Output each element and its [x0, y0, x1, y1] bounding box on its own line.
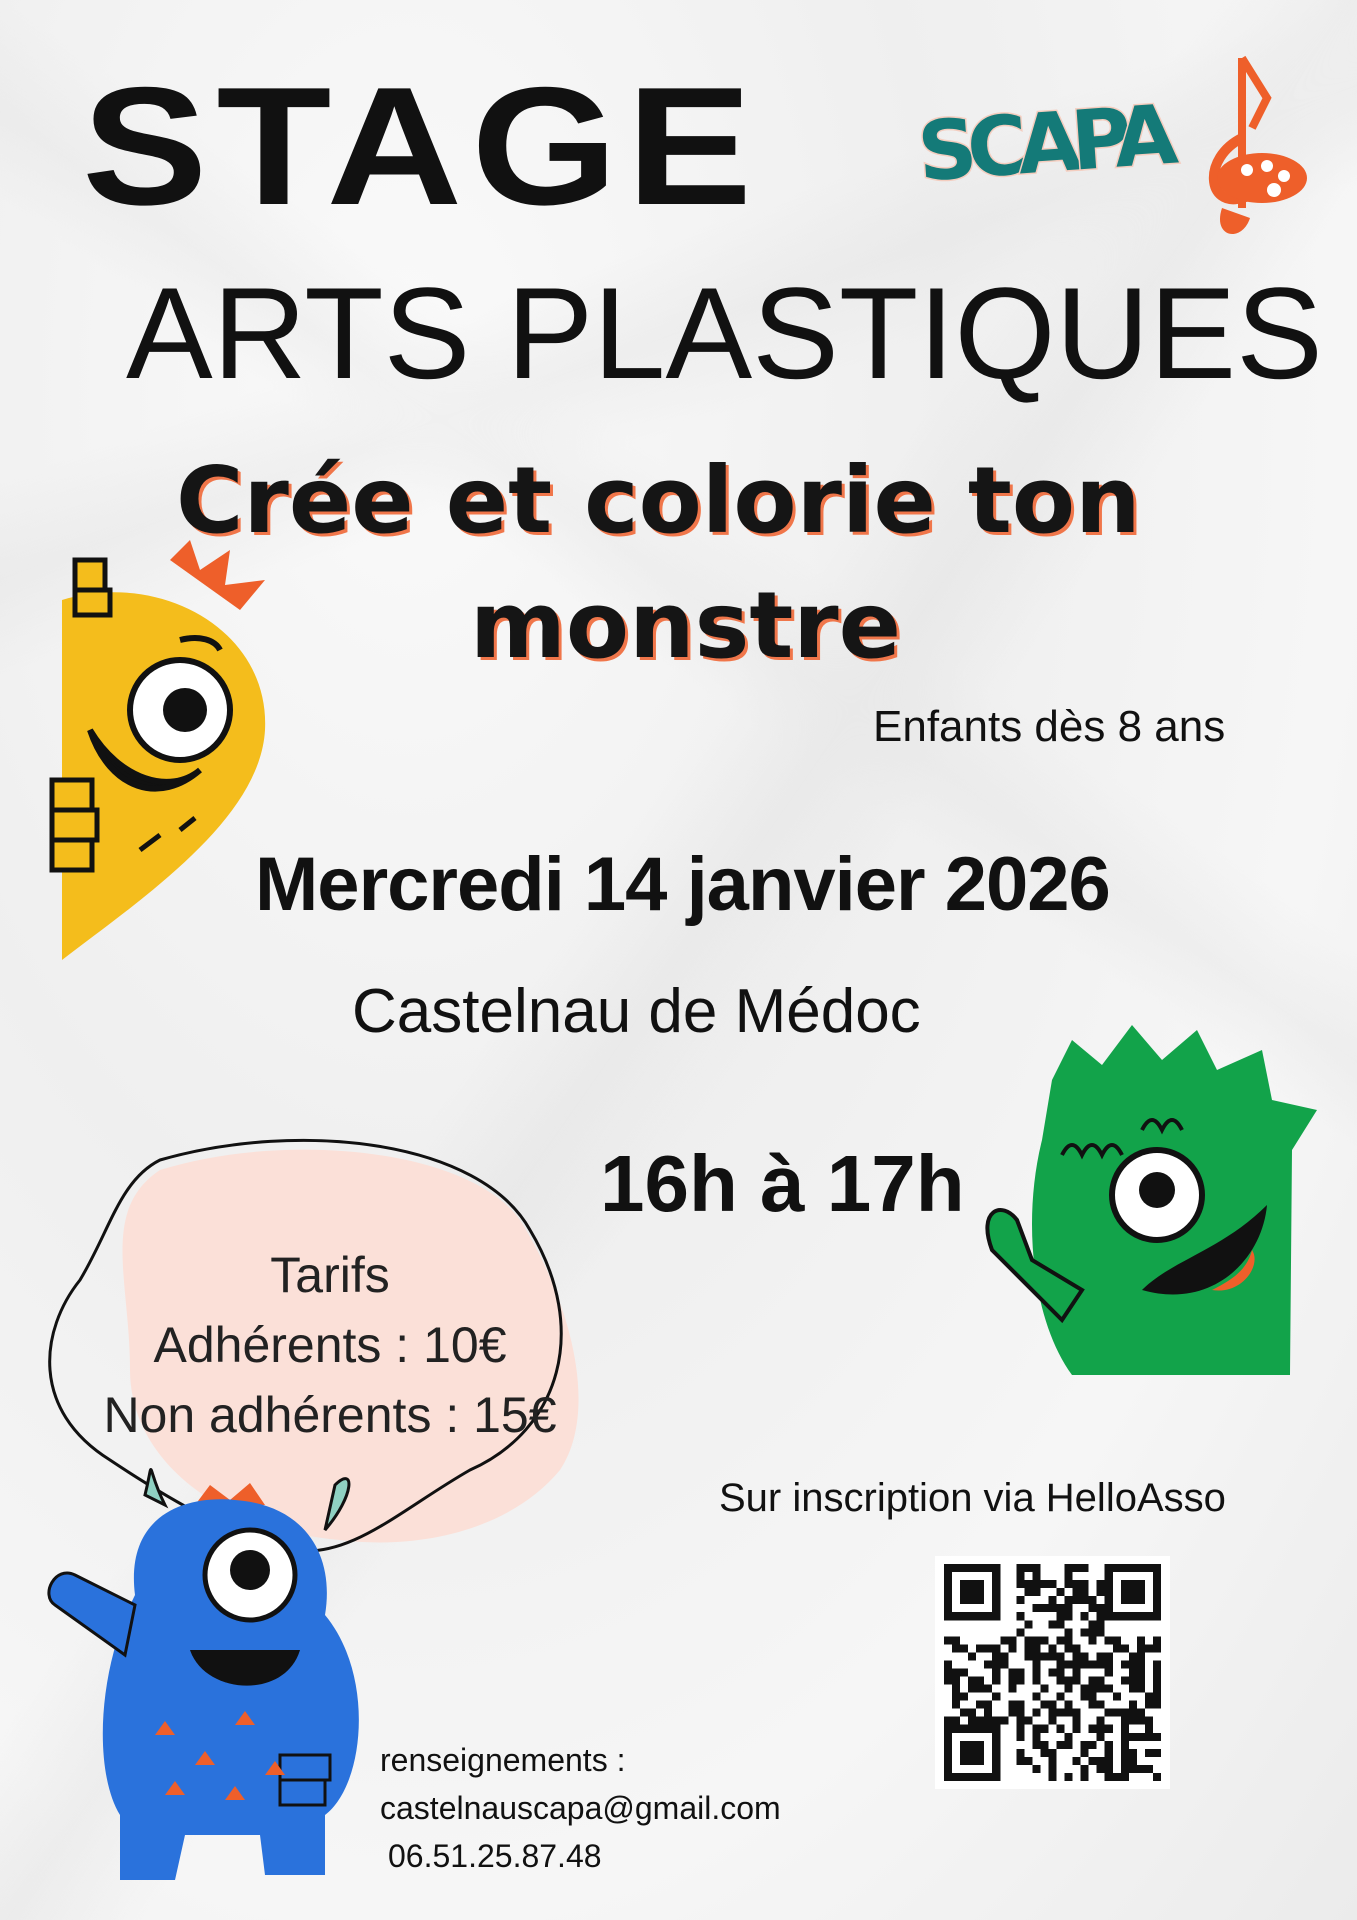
tagline-line1: Crée et colorie ton	[176, 447, 1141, 554]
contact-phone[interactable]: 06.51.25.87.48	[388, 1838, 602, 1874]
subheading: ARTS PLASTIQUES	[126, 260, 1323, 406]
price-title: Tarifs	[270, 1247, 390, 1303]
event-date: Mercredi 14 janvier 2026	[255, 842, 1110, 927]
registration-info: Sur inscription via HelloAsso	[719, 1476, 1226, 1520]
green-monster-illustration	[972, 1020, 1322, 1385]
heading: STAGE	[82, 52, 762, 240]
contact-email[interactable]: castelnauscapa@gmail.com	[380, 1790, 781, 1826]
tagline-line2: monstre	[470, 572, 902, 679]
blue-monster-illustration	[35, 1455, 395, 1900]
price-non-members: Non adhérents : 15€	[103, 1387, 557, 1443]
price-list	[80, 1240, 580, 1450]
yellow-monster-illustration	[40, 540, 280, 975]
age-info: Enfants dès 8 ans	[873, 702, 1226, 751]
contact-label: renseignements :	[380, 1742, 626, 1778]
contact-info	[380, 1736, 781, 1880]
event-location: Castelnau de Médoc	[352, 977, 921, 1046]
logo-text: SCAPA	[914, 87, 1181, 201]
price-members: Adhérents : 10€	[153, 1317, 507, 1373]
event-time: 16h à 17h	[600, 1139, 965, 1228]
scapa-logo	[912, 48, 1312, 253]
helloasso-qr-code[interactable]	[935, 1556, 1170, 1789]
